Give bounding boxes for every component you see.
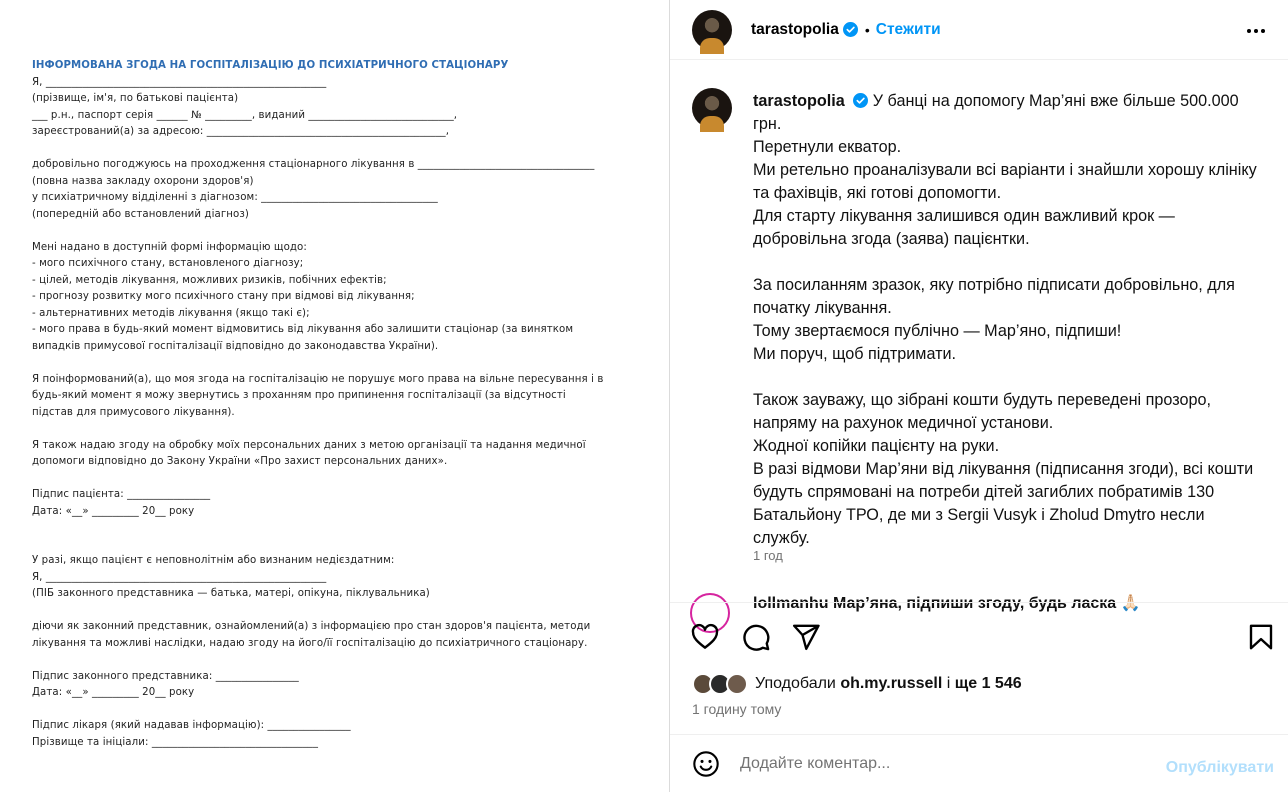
document-blank-line <box>32 141 649 158</box>
bookmark-icon[interactable] <box>1246 622 1276 652</box>
document-line: добровільно погоджуюсь на проходження стаціонарного лікування в __________________________________ <box>32 159 595 170</box>
caption-username[interactable]: tarastopolia <box>753 92 845 110</box>
document-line: підстав для примусового лікування). <box>32 406 235 418</box>
verified-badge-icon <box>853 93 868 108</box>
author-avatar[interactable] <box>692 10 732 50</box>
document-line: лікування та можливі наслідки, надаю згоду на його/її госпіталізацію до психіатричного стаціонару. <box>32 637 588 649</box>
comment-input[interactable] <box>740 755 1130 773</box>
document-line: Я, ______________________________________________________ <box>32 571 327 583</box>
document-line: - прогнозу розвитку мого психічного стану при відмові від лікування; <box>32 291 415 302</box>
document-blank-line <box>32 652 649 669</box>
post-header <box>670 0 1288 60</box>
liker-avatars[interactable] <box>692 673 743 695</box>
document-line: - цілей, методів лікування, можливих ризиків, побічних ефектів; <box>32 274 387 286</box>
share-icon[interactable] <box>791 622 821 652</box>
document-line: Мені надано в доступній формі інформацію щодо: <box>32 241 307 253</box>
document-body <box>32 75 649 752</box>
likes-summary <box>692 670 1022 698</box>
document-blank-line <box>32 471 649 488</box>
verified-badge-icon <box>843 22 858 37</box>
document-blank-line <box>32 702 649 719</box>
document-blank-line <box>32 223 649 240</box>
heart-icon[interactable] <box>690 622 720 652</box>
document-line: будь-який момент я можу звернутись з проханням про припинення госпіталізації (за відсутності <box>32 390 566 401</box>
likes-count[interactable]: ще 1 546 <box>954 675 1022 692</box>
caption-text: У банці на допомогу Мар’яні вже більше 500.000 грн. Перетнули екватор. Ми ретельно проаналізували всі варіанти і знайшли хорошу клініку та фахівців, які готові допомогти. Для старту лікування залишився один важливий крок — добровільна згода (заява) пацієнтки. За посиланням зразок, яку потрібно підписати добровільно, для початку лікування. Тому звертаємося публічно — Мар’яно, підпиши! Ми поруч, щоб підтримати. Також зауважу, що зібрані кошти будуть переведені прозоро, напряму на рахунок медичної установи. Жодної копійки пацієнту на руки. В разі відмови Мар’яни від лікування (підписання згоди), всі кошти будуть спрямовані на потреби дітей загиблих побратимів 130 Батальйону ТРО, де ми з Sergii Vusyk і Zholud Dmytro несли службу. <box>753 92 1257 547</box>
author-username[interactable]: tarastopolia <box>751 20 839 38</box>
document-title: ІНФОРМОВАНА ЗГОДА НА ГОСПІТАЛІЗАЦІЮ ДО ПСИХІАТРИЧНОГО СТАЦІОНАРУ <box>32 60 509 71</box>
post-panel <box>670 0 1288 792</box>
post-caption <box>753 90 1263 550</box>
document-blank-line <box>32 603 649 620</box>
document-line: Дата: «__» _________ 20__ року <box>32 505 195 517</box>
post-time[interactable]: 1 годину тому <box>692 701 782 717</box>
likes-prefix: Уподобали <box>755 675 841 692</box>
liker-username[interactable]: oh.my.russell <box>840 675 943 692</box>
document-blank-line <box>32 520 649 537</box>
document-line: Я поінформований(а), що моя згода на госпіталізацію не порушує мого права на вільне пересування і в <box>32 373 604 385</box>
follow-button[interactable]: Стежити <box>875 20 941 38</box>
document-line: Підпис законного представника: ________________ <box>32 670 299 682</box>
document-line: ___ р.н., паспорт серія ______ № _________, виданий ____________________________, <box>32 109 458 121</box>
document-line: Дата: «__» _________ 20__ року <box>32 687 195 698</box>
document-line: - альтернативних методів лікування (якщо такі є); <box>32 307 310 319</box>
document-blank-line <box>32 355 649 372</box>
caption-section <box>670 61 1288 612</box>
document-line: - мого психічного стану, встановленого діагнозу; <box>32 258 304 269</box>
document-line: випадків примусової госпіталізації відповідно до законодавства України). <box>32 340 439 352</box>
liker-avatar <box>726 673 748 695</box>
document-line: (ПІБ законного представника — батька, матері, опікуна, піклувальника) <box>32 588 430 599</box>
likes-text <box>755 675 1022 693</box>
likes-conjunction: і <box>942 675 955 692</box>
document-line: (повна назва закладу охорони здоров'я) <box>32 175 254 187</box>
document-line: - мого права в будь-який момент відмовитись від лікування або залишити стаціонар (за винятком <box>32 324 574 335</box>
publish-button[interactable]: Опублікувати <box>1165 759 1274 776</box>
comment-composer <box>670 734 1288 792</box>
more-options-icon[interactable] <box>1246 21 1266 41</box>
document-line: (попередній або встановлений діагноз) <box>32 208 249 220</box>
document-line: У разі, якщо пацієнт є неповнолітнім або визнаним недієздатним: <box>32 555 395 566</box>
document-line: діючи як законний представник, ознайомлений(а) з інформацією про стан здоров'я пацієнта, методи <box>32 621 591 632</box>
document-line: допомоги відповідно до Закону України «Про захист персональних даних». <box>32 456 448 467</box>
document-line: Прізвище та ініціали: ________________________________ <box>32 736 319 748</box>
emoji-icon[interactable] <box>692 750 720 778</box>
document-line: зареєстрований(а) за адресою: ______________________________________________, <box>32 126 450 137</box>
document-line: Я також надаю згоду на обробку моїх персональних даних з метою організації та надання медичної <box>32 439 586 451</box>
document-line: Я, ______________________________________________________ <box>32 76 327 88</box>
document-line: Підпис лікаря (який надавав інформацію): ________________ <box>32 720 351 731</box>
caption-timestamp: 1 год <box>753 548 783 563</box>
document-blank-line <box>32 421 649 438</box>
document-line: у психіатричному відділенні з діагнозом: __________________________________ <box>32 192 438 203</box>
comment-preview: lollmanhu Мар’яна, підпиши згоду, будь ласка 🙏🏻 <box>753 595 1141 612</box>
document-blank-line <box>32 537 649 554</box>
action-bar <box>670 602 1288 670</box>
caption-avatar[interactable] <box>692 88 732 128</box>
comment-icon[interactable] <box>741 622 771 652</box>
document-line: Підпис пацієнта: ________________ <box>32 489 211 500</box>
separator-dot: • <box>864 21 870 38</box>
document-line: (прізвище, ім'я, по батькові пацієнта) <box>32 93 239 104</box>
